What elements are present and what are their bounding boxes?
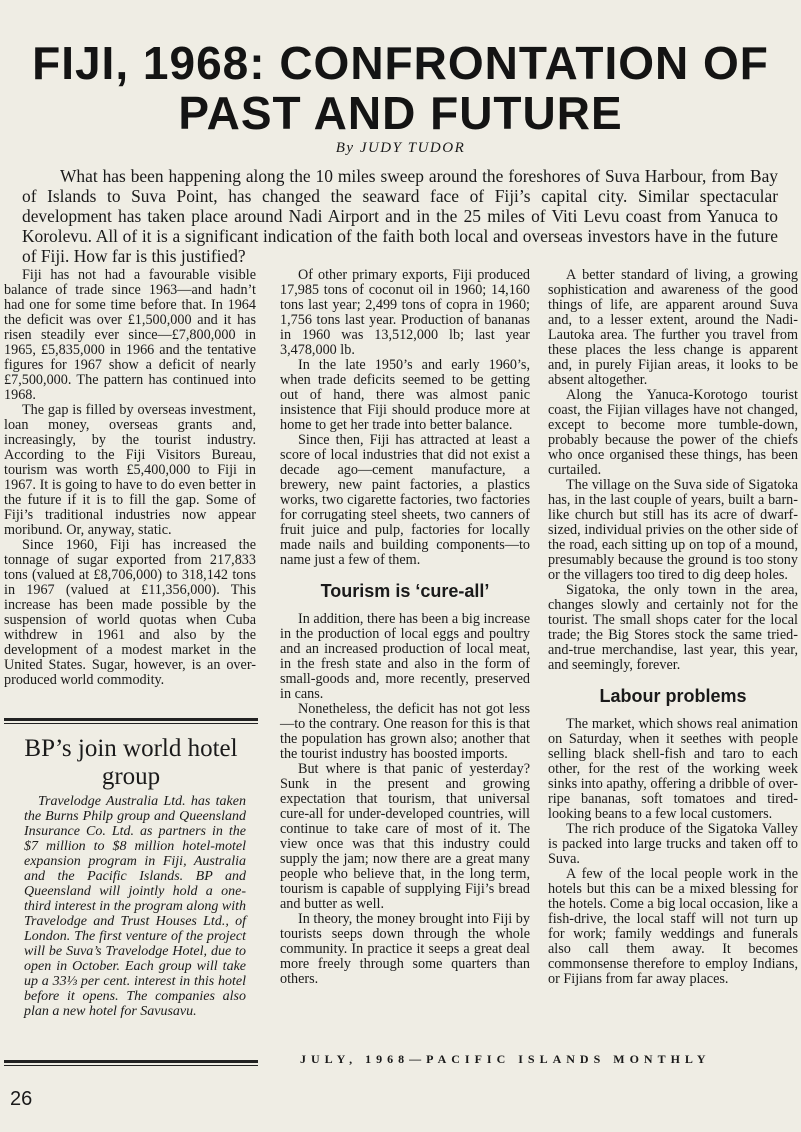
paragraph: The market, which shows real animation on Saturday, when it seethes with people selling black shell-fish and taro to each other, for the rest of the working week sinks into apathy, offering a dribble of over-ripe bananas, soft tomatoes and tired-looking beans to a few local customers. xyxy=(548,716,798,822)
intro-paragraph: What has been happening along the 10 miles sweep around the foreshores of Suva Harbour, from Bay of Islands to Suva Point, has changed the seaward face of Fiji’s capital city. Similar spectacular development has taken place around Nadi Airport and in the 25 miles of Viti Levu coast from Yanuca to Korolevu. All of it is a significant indication of the faith both local and overseas investors have in the future of Fiji. How far is this justified? xyxy=(22,166,778,266)
headline-line-2: PAST AND FUTURE xyxy=(178,87,623,139)
paragraph: Along the Yanuca-Korotogo tourist coast, the Fijian villages have not changed, except to become more tumble-down, probably because the power of the chiefs who once organised these things, has been curtailed. xyxy=(548,387,798,478)
sidebar-box-body: Travelodge Australia Ltd. has taken the Burns Philp group and Queensland Insurance Co. Ltd. as partners in the $7 million to $8 million hotel-motel expansion program in Fiji, Australia and the Pacific Islands. BP and Queensland will jointly hold a one-third interest in the program along with Travelodge and Trust Houses Ltd., of London. The first venture of the project will be Suva’s Travelodge Hotel, due to open in October. Each group will take up a 33⅓ per cent. interest in this hotel before it opens. The companies also plan a new hotel for Savusavu. xyxy=(24,794,246,1019)
paragraph: Nonetheless, the deficit has not got less—to the contrary. One reason for this is that the population has grown also; another that the tourist industry has boosted imports. xyxy=(280,701,530,762)
sidebar-box-title: BP’s join world hotel group xyxy=(24,735,238,790)
page-footer: JULY, 1968—PACIFIC ISLANDS MONTHLY xyxy=(300,1052,711,1066)
paragraph: In the late 1950’s and early 1960’s, when trade deficits seemed to be getting out of hand, there was almost panic insistence that Fiji should produce more at home to get her trade into better balance. xyxy=(280,357,530,433)
paragraph: Since 1960, Fiji has increased the tonnage of sugar exported from 217,833 tons (valued at £8,706,000) to 318,142 tons in 1967 (valued at £11,356,000). This increase has been made possible by the suspension of world quotas when Cuba withdrew in 1961 and also by the development of a modest market in the United States. Sugar, however, is an over-produced world commodity. xyxy=(4,537,256,688)
paragraph: Fiji has not had a favourable visible balance of trade since 1963—and hadn’t had one for some time before that. In 1964 the deficit was over £1,500,000 and it has risen steadily ever since—£7,800,000 in 1965, £5,835,000 in 1966 and the tentative figures for 1967 show a deficit of nearly £7,500,000. The pattern has continued into 1968. xyxy=(4,267,256,403)
paragraph: Sigatoka, the only town in the area, changes slowly and certainly not for the tourist. The small shops cater for the local trade; the Big Stores stock the same tried-and-true merchandise, last year, this year, and seemingly, forever. xyxy=(548,582,798,673)
paragraph: In addition, there has been a big increase in the production of local eggs and poultry and an increased production of local meat, in the fresh state and also in the form of small-goods and, more recently, preserved in cans. xyxy=(280,611,530,702)
paragraph: In theory, the money brought into Fiji by tourists seeps down through the whole community. In practice it seeps a great deal more freely through some quarters than others. xyxy=(280,911,530,987)
subheading-tourism: Tourism is ‘cure-all’ xyxy=(320,581,490,601)
paragraph: But where is that panic of yesterday? Sunk in the present and growing expectation that tourism, that universal cure-all for under-developed countries, will continue to take care of most of it. The view once was that this industry could supply the jam; now there are a great many people who believe that, in the long term, tourism is capable of supplying Fiji’s bread and butter as well. xyxy=(280,761,530,912)
headline-line-1: FIJI, 1968: CONFRONTATION OF xyxy=(32,37,769,89)
article-column-2 xyxy=(280,268,530,987)
page-number: 26 xyxy=(10,1088,33,1110)
paragraph: The rich produce of the Sigatoka Valley is packed into large trucks and taken off to Suva. xyxy=(548,821,798,867)
headline xyxy=(0,38,801,138)
paragraph: The village on the Suva side of Sigatoka has, in the last couple of years, built a barn-like church but still has its acre of dwarf-sized, individual privies on the other side of the road, each sitting up on top of a mound, presumably because the ground is too stony or the villagers too tired to dig deep holes. xyxy=(548,477,798,583)
subheading-labour: Labour problems xyxy=(599,686,747,706)
paragraph: The gap is filled by overseas investment, loan money, overseas grants and, increasingly, by the tourist industry. According to the Fiji Visitors Bureau, tourism was worth £5,400,000 to Fiji in 1967. It is going to have to do even better in the future if it is to fill the gap. Some of Fiji’s traditional industries now appear moribund. Or, anyway, static. xyxy=(4,402,256,538)
article-column-3 xyxy=(548,268,798,987)
byline: By JUDY TUDOR xyxy=(335,140,466,156)
paragraph: A few of the local people work in the hotels but this can be a mixed blessing for the hotels. Come a big local occasion, like a fish-drive, the local staff will not turn up for work; family weddings and funerals also call them away. It becomes commonsense therefore to employ Indians, or Fijians from far away places. xyxy=(548,866,798,987)
article-column-1 xyxy=(4,268,256,688)
paragraph: Since then, Fiji has attracted at least a score of local industries that did not exist a decade ago—cement manufacture, a brewery, new paint factories, a plastics works, two cigarette factories, two factories for corrugating steel sheets, two canners of fruit juice and pulp, factories for locally made nails and building components—to name just a few of them. xyxy=(280,432,530,568)
box-bottom-rule xyxy=(4,1060,258,1066)
box-top-rule xyxy=(4,718,258,724)
paragraph: Of other primary exports, Fiji produced 17,985 tons of coconut oil in 1960; 14,160 tons last year; 2,499 tons of copra in 1960; 1,756 tons last year. Production of bananas in 1960 was 13,512,000 lb; last year 3,478,000 lb. xyxy=(280,267,530,358)
paragraph: A better standard of living, a growing sophistication and awareness of the good things of life, are apparent around Suva and, to a lesser extent, around the Nadi-Lautoka area. The further you travel from these places the less change is apparent and, in purely Fijian areas, it looks to be absent altogether. xyxy=(548,267,798,388)
